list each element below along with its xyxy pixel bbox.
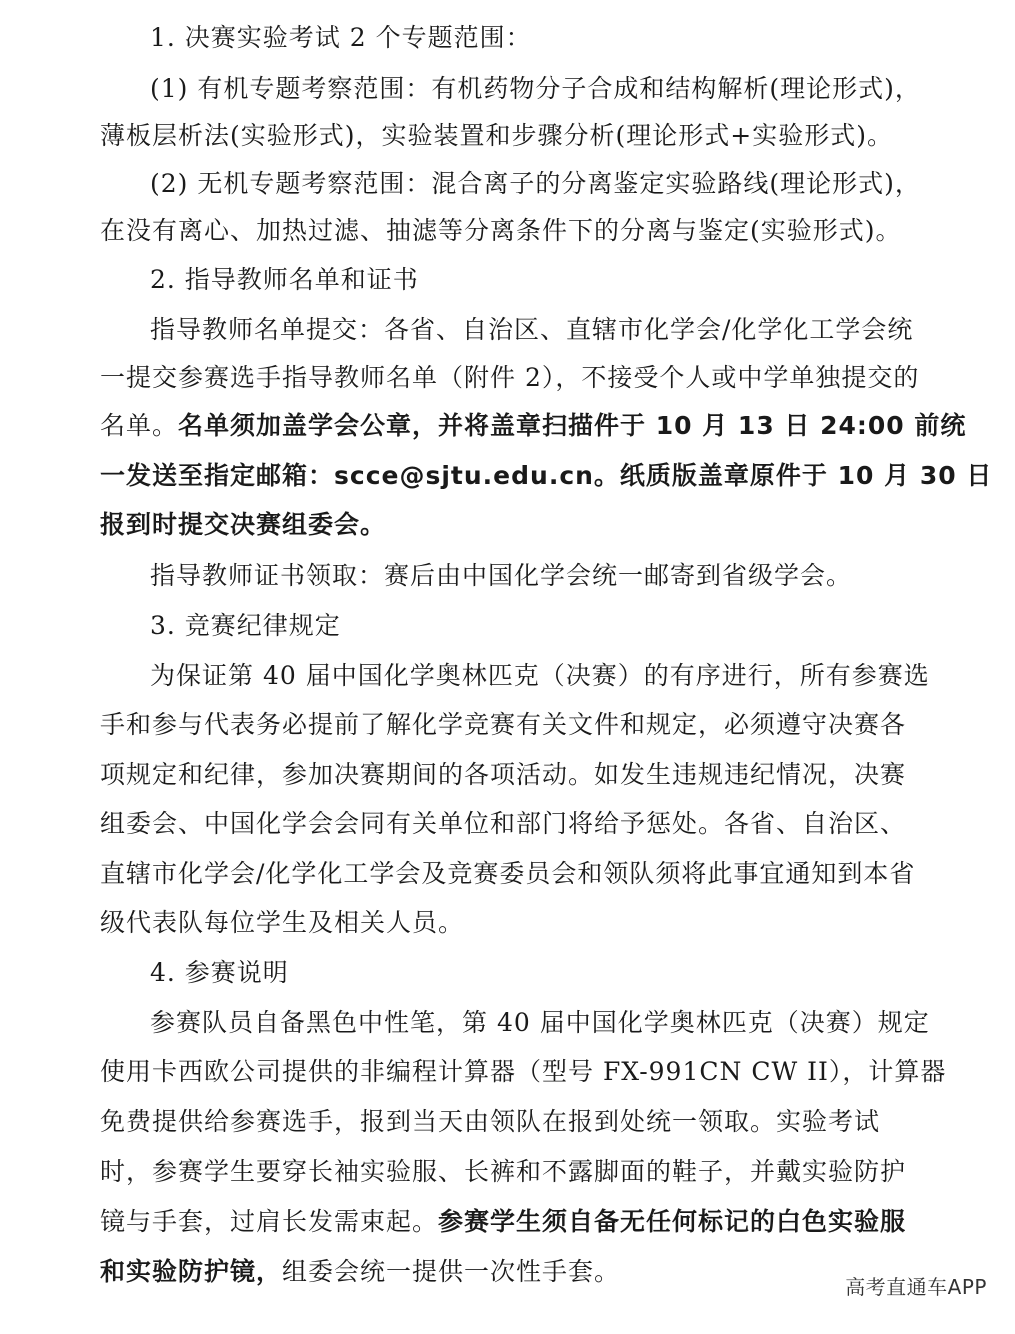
section-4-line-6-bold: 和实验防护镜， xyxy=(100,1257,283,1286)
section-2-para-1-line-2: 一提交参赛选手指导教师名单（附件 2），不接受个人或中学单独提交的 xyxy=(100,363,920,392)
watermark-label: 高考直通车APP xyxy=(845,1275,987,1299)
section-3-line-3: 项规定和纪律，参加决赛期间的各项活动。如发生违规违纪情况，决赛 xyxy=(100,760,907,789)
section-2-para-2-line-1: 指导教师证书领取：赛后由中国化学会统一邮寄到省级学会。 xyxy=(150,561,853,590)
section-4-line-6-normal: 组委会统一提供一次性手套。 xyxy=(282,1257,621,1286)
section-2-para-1-line-1: 指导教师名单提交：各省、自治区、直辖市化学会/化学化工学会统 xyxy=(150,315,914,344)
section-3-line-6: 级代表队每位学生及相关人员。 xyxy=(100,908,465,937)
section-4-line-5 xyxy=(100,1206,906,1238)
section-2-heading: 2. 指导教师名单和证书 xyxy=(150,265,419,294)
section-2-para-1-line-3 xyxy=(100,410,966,442)
section-4-line-6 xyxy=(100,1256,620,1288)
section-4-line-1: 参赛队员自备黑色中性笔，第 40 届中国化学奥林匹克（决赛）规定 xyxy=(150,1008,930,1037)
section-4-heading: 4. 参赛说明 xyxy=(150,958,289,987)
section-4-line-4: 时，参赛学生要穿长袖实验服、长裤和不露脚面的鞋子，并戴实验防护 xyxy=(100,1157,907,1186)
section-4-line-2: 使用卡西欧公司提供的非编程计算器（型号 FX-991CN CW II），计算器 xyxy=(100,1057,947,1086)
section-4-line-5-normal: 镜与手套，过肩长发需束起。 xyxy=(100,1207,439,1236)
section-1-item-1-line-1: (1) 有机专题考察范围：有机药物分子合成和结构解析(理论形式)， xyxy=(150,74,921,103)
section-1-item-2-line-2: 在没有离心、加热过滤、抽滤等分离条件下的分离与鉴定(实验形式)。 xyxy=(100,216,902,245)
section-1-item-1-line-2: 薄板层析法(实验形式)，实验装置和步骤分析(理论形式+实验形式)。 xyxy=(100,121,893,150)
section-3-line-2: 手和参与代表务必提前了解化学竞赛有关文件和规定，必须遵守决赛各 xyxy=(100,710,907,739)
section-4-line-5-bold: 参赛学生须自备无任何标记的白色实验服 xyxy=(438,1207,907,1236)
section-1-heading: 1. 决赛实验考试 2 个专题范围： xyxy=(150,23,532,52)
section-3-line-5: 直辖市化学会/化学化工学会及竞赛委员会和领队须将此事宜通知到本省 xyxy=(100,859,916,888)
section-3-line-1: 为保证第 40 届中国化学奥林匹克（决赛）的有序进行，所有参赛选 xyxy=(150,661,930,690)
section-3-heading: 3. 竞赛纪律规定 xyxy=(150,611,341,640)
section-2-para-1-line-4: 一发送至指定邮箱：scce@sjtu.edu.cn。纸质版盖章原件于 10 月 30 日 xyxy=(100,461,993,490)
section-1-item-2-line-1: (2) 无机专题考察范围：混合离子的分离鉴定实验路线(理论形式)， xyxy=(150,169,921,198)
section-2-line-3-bold: 名单须加盖学会公章，并将盖章扫描件于 10 月 13 日 24:00 前统 xyxy=(178,411,967,440)
section-3-line-4: 组委会、中国化学会会同有关单位和部门将给予惩处。各省、自治区、 xyxy=(100,809,907,838)
section-2-line-3-normal: 名单。 xyxy=(100,411,179,440)
section-2-para-1-line-5: 报到时提交决赛组委会。 xyxy=(100,510,387,539)
section-4-line-3: 免费提供给参赛选手，报到当天由领队在报到处统一领取。实验考试 xyxy=(100,1107,881,1136)
